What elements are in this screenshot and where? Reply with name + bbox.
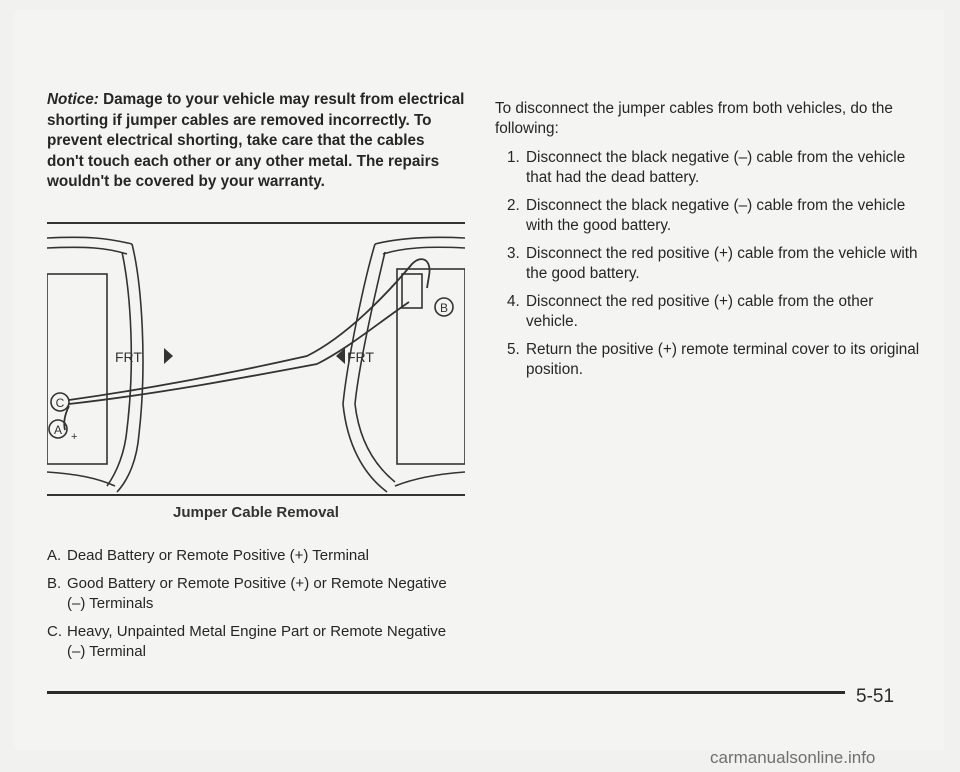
step-number: 4. (507, 293, 520, 310)
step-item (495, 148, 925, 188)
step-number: 3. (507, 245, 520, 262)
step-item (495, 340, 925, 380)
step-item (495, 292, 925, 332)
legend-tag: C. (47, 623, 62, 640)
right-vehicle-bumper (395, 472, 465, 486)
left-vehicle-fender (117, 244, 143, 492)
left-vehicle-hood-top (47, 237, 132, 244)
footer-rule (47, 691, 845, 694)
instructions-intro: To disconnect the jumper cables from both vehicles, do the following: (495, 100, 893, 137)
left-vehicle-fender-inner (107, 252, 131, 486)
page-number: 5-51 (856, 686, 895, 707)
notice-text: Damage to your vehicle may result from electrical shorting if jumper cables are removed incorrectly. To prevent electrical shorting, take care that the cables don't touch each other or any other metal. The repairs wouldn't be covered by your warranty. (47, 91, 465, 190)
figure-legend (47, 546, 465, 670)
frt-arrow-right-icon (164, 348, 173, 364)
legend-text: Dead Battery or Remote Positive (+) Terminal (67, 547, 369, 564)
legend-text: Heavy, Unpainted Metal Engine Part or Remote Negative (–) Terminal (67, 623, 447, 660)
frt-label-right: FRT (347, 349, 374, 365)
disconnect-steps (495, 148, 925, 380)
right-vehicle-hood-top (375, 237, 465, 244)
step-text: Disconnect the black negative (–) cable from the vehicle with the good battery. (526, 197, 906, 234)
figure-caption: Jumper Cable Removal (173, 504, 339, 521)
step-text: Return the positive (+) remote terminal cover to its original position. (526, 341, 920, 378)
legend-item (47, 622, 465, 662)
left-column (47, 90, 465, 193)
legend-tag: B. (47, 575, 62, 592)
legend-tag: A. (47, 547, 62, 564)
left-vehicle-bumper (47, 472, 115, 486)
right-vehicle-hood-line (383, 247, 465, 254)
right-vehicle-fender-inner (355, 252, 395, 482)
callout-a-label: A (53, 423, 63, 437)
step-text: Disconnect the black negative (–) cable from the vehicle that had the dead battery. (526, 149, 906, 186)
site-watermark[interactable]: carmanualsonline.info (710, 748, 876, 767)
step-item (495, 196, 925, 236)
left-vehicle-hood-line (47, 247, 127, 254)
step-number: 1. (507, 149, 520, 166)
legend-item (47, 574, 465, 614)
positive-cable (69, 259, 430, 400)
right-vehicle-fender (343, 244, 387, 492)
callout-c-label: C (55, 396, 65, 410)
step-text: Disconnect the red positive (+) cable from the vehicle with the good battery. (526, 245, 918, 282)
step-text: Disconnect the red positive (+) cable from the other vehicle. (526, 293, 874, 330)
good-battery (402, 274, 422, 308)
step-number: 2. (507, 197, 520, 214)
step-number: 5. (507, 341, 520, 358)
callout-b-label: B (439, 301, 449, 315)
notice-paragraph (47, 90, 465, 193)
notice-label: Notice: (47, 91, 99, 108)
legend-item (47, 546, 465, 566)
legend-text: Good Battery or Remote Positive (+) or Remote Negative (–) Terminals (67, 575, 447, 612)
right-column (495, 99, 925, 388)
jumper-cable-illustration (47, 224, 465, 498)
plus-sign-label: + (71, 431, 78, 443)
frt-label-left: FRT (115, 349, 142, 365)
jumper-cable-figure (47, 222, 465, 496)
step-item (495, 244, 925, 284)
